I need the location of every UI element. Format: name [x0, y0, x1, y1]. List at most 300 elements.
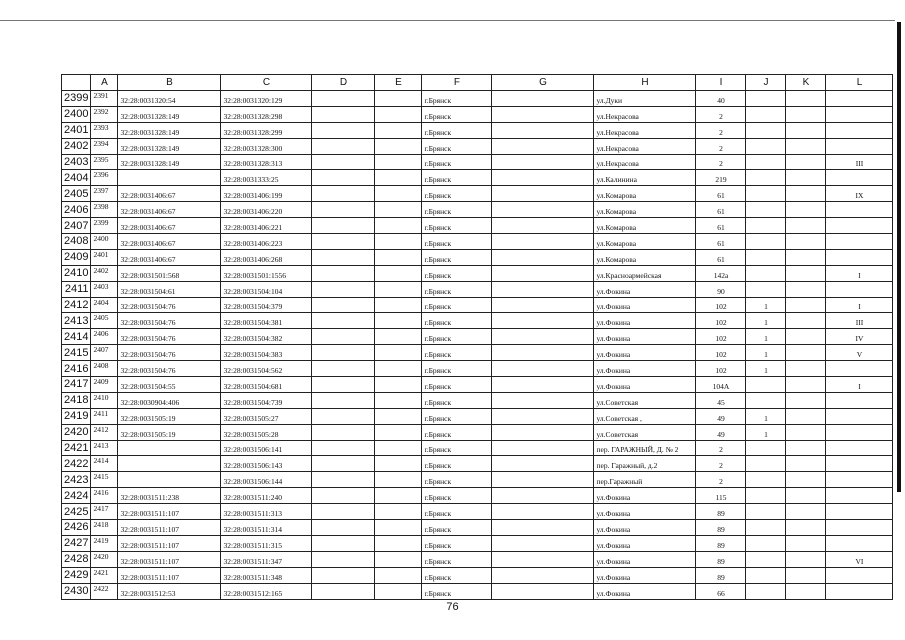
- cell-j: [746, 186, 786, 202]
- cell-k: [786, 122, 826, 138]
- cell-k: [786, 281, 826, 297]
- cell-g: [492, 361, 594, 377]
- cell-g: [492, 91, 594, 107]
- cell-i: 90: [696, 281, 746, 297]
- cell-c: 32:28:0031506:141: [221, 440, 312, 456]
- cell-i: 2: [696, 472, 746, 488]
- cell-h: пер. Гаражный, д.2: [594, 456, 696, 472]
- cell-d: [312, 535, 375, 551]
- cell-k: [786, 313, 826, 329]
- row-number: 2416: [62, 361, 91, 377]
- cell-i: 89: [696, 504, 746, 520]
- cell-a: 2410: [91, 392, 118, 408]
- cell-e: [375, 551, 422, 567]
- cell-l: [826, 218, 893, 234]
- cell-f: г.Брянск: [422, 329, 492, 345]
- cell-k: [786, 440, 826, 456]
- cell-f: г.Брянск: [422, 504, 492, 520]
- cell-i: 2: [696, 106, 746, 122]
- cell-k: [786, 567, 826, 583]
- cell-i: 2: [696, 440, 746, 456]
- cell-e: [375, 265, 422, 281]
- cell-d: [312, 122, 375, 138]
- row-number: 2418: [62, 392, 91, 408]
- column-header: F: [422, 75, 492, 91]
- cell-l: IV: [826, 329, 893, 345]
- cell-i: 40: [696, 91, 746, 107]
- cell-j: [746, 91, 786, 107]
- cell-i: 142а: [696, 265, 746, 281]
- cell-j: [746, 154, 786, 170]
- cell-a: 2404: [91, 297, 118, 313]
- cell-d: [312, 551, 375, 567]
- cell-i: 61: [696, 218, 746, 234]
- cell-a: 2392: [91, 106, 118, 122]
- spreadsheet-table: [61, 74, 893, 600]
- cell-b: 32:28:0031320:54: [118, 91, 221, 107]
- cell-b: 32:28:0031511:107: [118, 551, 221, 567]
- cell-b: 32:28:0030904:406: [118, 392, 221, 408]
- cell-k: [786, 504, 826, 520]
- cell-b: [118, 472, 221, 488]
- cell-g: [492, 106, 594, 122]
- cell-l: I: [826, 377, 893, 393]
- row-number: 2421: [62, 440, 91, 456]
- cell-a: 2413: [91, 440, 118, 456]
- cell-f: г.Брянск: [422, 567, 492, 583]
- cell-c: 32:28:0031511:240: [221, 488, 312, 504]
- cell-k: [786, 329, 826, 345]
- cell-j: [746, 583, 786, 599]
- cell-i: 2: [696, 122, 746, 138]
- row-number: 2427: [62, 535, 91, 551]
- cell-h: ул.Фокина: [594, 361, 696, 377]
- cell-f: г.Брянск: [422, 551, 492, 567]
- cell-i: 61: [696, 186, 746, 202]
- cell-f: г.Брянск: [422, 265, 492, 281]
- cell-b: [118, 170, 221, 186]
- cell-i: 102: [696, 297, 746, 313]
- cell-l: [826, 249, 893, 265]
- cell-h: ул.Комарова: [594, 234, 696, 250]
- cell-a: 2419: [91, 535, 118, 551]
- cell-f: г.Брянск: [422, 392, 492, 408]
- top-rule: [0, 20, 895, 21]
- cell-a: 2416: [91, 488, 118, 504]
- cell-k: [786, 345, 826, 361]
- cell-a: 2394: [91, 138, 118, 154]
- cell-f: г.Брянск: [422, 472, 492, 488]
- cell-k: [786, 520, 826, 536]
- cell-l: [826, 440, 893, 456]
- table-row: [62, 392, 893, 408]
- cell-a: 2421: [91, 567, 118, 583]
- cell-i: 49: [696, 408, 746, 424]
- cell-i: 61: [696, 234, 746, 250]
- cell-i: 89: [696, 520, 746, 536]
- cell-g: [492, 138, 594, 154]
- table-row: [62, 234, 893, 250]
- cell-k: [786, 408, 826, 424]
- cell-j: 1: [746, 345, 786, 361]
- table-row: [62, 408, 893, 424]
- cell-f: г.Брянск: [422, 361, 492, 377]
- cell-k: [786, 297, 826, 313]
- cell-j: [746, 440, 786, 456]
- cell-i: 102: [696, 345, 746, 361]
- cell-c: 32:28:0031328:313: [221, 154, 312, 170]
- cell-j: [746, 106, 786, 122]
- column-header-row: [62, 75, 893, 91]
- cell-c: 32:28:0031333:25: [221, 170, 312, 186]
- cell-c: 32:28:0031328:298: [221, 106, 312, 122]
- cell-c: 32:28:0031320:129: [221, 91, 312, 107]
- cell-b: 32:28:0031504:61: [118, 281, 221, 297]
- cell-c: 32:28:0031504:739: [221, 392, 312, 408]
- cell-h: ул.Некрасова: [594, 138, 696, 154]
- table-row: [62, 313, 893, 329]
- cell-l: [826, 583, 893, 599]
- cell-i: 102: [696, 329, 746, 345]
- cell-j: [746, 377, 786, 393]
- cell-a: 2405: [91, 313, 118, 329]
- cell-f: г.Брянск: [422, 297, 492, 313]
- cell-i: 89: [696, 535, 746, 551]
- row-number: 2414: [62, 329, 91, 345]
- cell-e: [375, 170, 422, 186]
- cell-k: [786, 202, 826, 218]
- cell-j: [746, 249, 786, 265]
- cell-e: [375, 504, 422, 520]
- cell-f: г.Брянск: [422, 377, 492, 393]
- cell-j: [746, 488, 786, 504]
- cell-l: III: [826, 154, 893, 170]
- cell-j: [746, 504, 786, 520]
- cell-b: 32:28:0031511:107: [118, 520, 221, 536]
- row-number: 2401: [62, 122, 91, 138]
- cell-i: 89: [696, 567, 746, 583]
- cell-d: [312, 392, 375, 408]
- cell-l: [826, 472, 893, 488]
- row-number: 2419: [62, 408, 91, 424]
- row-number: 2407: [62, 218, 91, 234]
- cell-f: г.Брянск: [422, 313, 492, 329]
- cell-j: [746, 535, 786, 551]
- cell-j: [746, 234, 786, 250]
- column-header: H: [594, 75, 696, 91]
- cell-c: 32:28:0031504:562: [221, 361, 312, 377]
- row-number: 2404: [62, 170, 91, 186]
- cell-l: [826, 361, 893, 377]
- cell-b: 32:28:0031504:76: [118, 361, 221, 377]
- cell-j: [746, 170, 786, 186]
- cell-e: [375, 345, 422, 361]
- row-number: 2417: [62, 377, 91, 393]
- cell-g: [492, 583, 594, 599]
- cell-d: [312, 329, 375, 345]
- table-row: [62, 186, 893, 202]
- cell-a: 2422: [91, 583, 118, 599]
- cell-g: [492, 424, 594, 440]
- cell-k: [786, 170, 826, 186]
- cell-d: [312, 408, 375, 424]
- cell-b: 32:28:0031504:55: [118, 377, 221, 393]
- cell-h: ул.Дуки: [594, 91, 696, 107]
- cell-e: [375, 488, 422, 504]
- cell-e: [375, 249, 422, 265]
- cell-g: [492, 265, 594, 281]
- cell-b: 32:28:0031406:67: [118, 218, 221, 234]
- cell-d: [312, 440, 375, 456]
- cell-l: I: [826, 297, 893, 313]
- cell-b: 32:28:0031511:238: [118, 488, 221, 504]
- table-row: [62, 249, 893, 265]
- cell-d: [312, 313, 375, 329]
- cell-k: [786, 583, 826, 599]
- cell-d: [312, 138, 375, 154]
- row-number: 2403: [62, 154, 91, 170]
- row-number: 2428: [62, 551, 91, 567]
- cell-c: 32:28:0031328:299: [221, 122, 312, 138]
- cell-k: [786, 361, 826, 377]
- cell-i: 102: [696, 361, 746, 377]
- cell-b: 32:28:0031504:76: [118, 297, 221, 313]
- cell-a: 2396: [91, 170, 118, 186]
- row-number: 2423: [62, 472, 91, 488]
- cell-f: г.Брянск: [422, 440, 492, 456]
- cell-f: г.Брянск: [422, 122, 492, 138]
- cell-b: 32:28:0031512:53: [118, 583, 221, 599]
- cell-h: ул.Фокина: [594, 551, 696, 567]
- cell-e: [375, 377, 422, 393]
- cell-g: [492, 535, 594, 551]
- cell-h: ул.Комарова: [594, 218, 696, 234]
- cell-g: [492, 472, 594, 488]
- cell-c: 32:28:0031511:348: [221, 567, 312, 583]
- cell-d: [312, 91, 375, 107]
- cell-a: 2420: [91, 551, 118, 567]
- cell-a: 2414: [91, 456, 118, 472]
- cell-b: 32:28:0031511:107: [118, 504, 221, 520]
- table-row: [62, 281, 893, 297]
- cell-b: 32:28:0031406:67: [118, 186, 221, 202]
- cell-k: [786, 234, 826, 250]
- column-header: K: [786, 75, 826, 91]
- cell-a: 2398: [91, 202, 118, 218]
- cell-l: [826, 392, 893, 408]
- cell-l: [826, 424, 893, 440]
- cell-l: [826, 122, 893, 138]
- table-row: [62, 297, 893, 313]
- cell-d: [312, 583, 375, 599]
- cell-e: [375, 106, 422, 122]
- cell-i: 219: [696, 170, 746, 186]
- cell-f: г.Брянск: [422, 424, 492, 440]
- cell-f: г.Брянск: [422, 249, 492, 265]
- cell-d: [312, 265, 375, 281]
- cell-d: [312, 504, 375, 520]
- cell-j: [746, 392, 786, 408]
- cell-e: [375, 281, 422, 297]
- cell-l: [826, 202, 893, 218]
- cell-e: [375, 392, 422, 408]
- cell-k: [786, 154, 826, 170]
- row-number: 2411: [62, 281, 91, 297]
- row-number: 2425: [62, 504, 91, 520]
- row-number: 2402: [62, 138, 91, 154]
- row-number: 2429: [62, 567, 91, 583]
- cell-d: [312, 202, 375, 218]
- cell-a: 2408: [91, 361, 118, 377]
- cell-d: [312, 424, 375, 440]
- cell-a: 2417: [91, 504, 118, 520]
- row-number: 2412: [62, 297, 91, 313]
- cell-j: [746, 520, 786, 536]
- cell-c: 32:28:0031406:199: [221, 186, 312, 202]
- cell-d: [312, 567, 375, 583]
- cell-e: [375, 472, 422, 488]
- cell-f: г.Брянск: [422, 583, 492, 599]
- cell-g: [492, 377, 594, 393]
- cell-h: ул.Комарова: [594, 249, 696, 265]
- cell-f: г.Брянск: [422, 91, 492, 107]
- cell-i: 49: [696, 424, 746, 440]
- cell-k: [786, 249, 826, 265]
- cell-d: [312, 170, 375, 186]
- column-header: E: [375, 75, 422, 91]
- cell-d: [312, 488, 375, 504]
- column-header: B: [118, 75, 221, 91]
- cell-e: [375, 329, 422, 345]
- table-row: [62, 329, 893, 345]
- cell-a: 2391: [91, 91, 118, 107]
- cell-f: г.Брянск: [422, 408, 492, 424]
- cell-b: 32:28:0031328:149: [118, 122, 221, 138]
- cell-d: [312, 234, 375, 250]
- column-header: J: [746, 75, 786, 91]
- cell-l: IX: [826, 186, 893, 202]
- column-header: A: [91, 75, 118, 91]
- cell-g: [492, 567, 594, 583]
- cell-c: 32:28:0031505:27: [221, 408, 312, 424]
- cell-a: 2401: [91, 249, 118, 265]
- cell-i: 2: [696, 154, 746, 170]
- table-row: [62, 218, 893, 234]
- cell-k: [786, 186, 826, 202]
- cell-c: 32:28:0031511:313: [221, 504, 312, 520]
- cell-j: [746, 551, 786, 567]
- column-header: C: [221, 75, 312, 91]
- cell-i: 104А: [696, 377, 746, 393]
- cell-b: 32:28:0031501:568: [118, 265, 221, 281]
- cell-e: [375, 408, 422, 424]
- cell-i: 61: [696, 249, 746, 265]
- cell-g: [492, 249, 594, 265]
- cell-h: ул.Комарова: [594, 186, 696, 202]
- cell-l: [826, 138, 893, 154]
- cell-c: 32:28:0031506:143: [221, 456, 312, 472]
- cell-h: ул.Фокина: [594, 535, 696, 551]
- table-row: [62, 535, 893, 551]
- cell-g: [492, 345, 594, 361]
- cell-g: [492, 297, 594, 313]
- cell-i: 2: [696, 456, 746, 472]
- table-row: [62, 488, 893, 504]
- cell-g: [492, 281, 594, 297]
- cell-f: г.Брянск: [422, 488, 492, 504]
- cell-k: [786, 424, 826, 440]
- table-row: [62, 154, 893, 170]
- cell-a: 2409: [91, 377, 118, 393]
- cell-b: 32:28:0031504:76: [118, 345, 221, 361]
- cell-g: [492, 520, 594, 536]
- cell-a: 2399: [91, 218, 118, 234]
- table-row: [62, 520, 893, 536]
- cell-l: [826, 456, 893, 472]
- cell-h: ул.Красноармейская: [594, 265, 696, 281]
- row-number: 2410: [62, 265, 91, 281]
- cell-g: [492, 154, 594, 170]
- cell-a: 2402: [91, 265, 118, 281]
- cell-h: ул.Некрасова: [594, 154, 696, 170]
- cell-f: г.Брянск: [422, 234, 492, 250]
- cell-k: [786, 535, 826, 551]
- cell-l: [826, 520, 893, 536]
- cell-d: [312, 281, 375, 297]
- cell-e: [375, 154, 422, 170]
- cell-e: [375, 122, 422, 138]
- row-number: 2415: [62, 345, 91, 361]
- cell-l: [826, 106, 893, 122]
- table-row: [62, 122, 893, 138]
- cell-i: 66: [696, 583, 746, 599]
- cell-e: [375, 234, 422, 250]
- cell-b: 32:28:0031406:67: [118, 234, 221, 250]
- cell-j: [746, 265, 786, 281]
- cell-d: [312, 218, 375, 234]
- row-number: 2399: [62, 91, 91, 107]
- cell-b: 32:28:0031328:149: [118, 154, 221, 170]
- cell-j: [746, 567, 786, 583]
- cell-i: 2: [696, 138, 746, 154]
- table-row: [62, 583, 893, 599]
- cell-c: 32:28:0031406:221: [221, 218, 312, 234]
- cell-d: [312, 520, 375, 536]
- cell-h: ул.Фокина: [594, 377, 696, 393]
- row-number: 2430: [62, 583, 91, 599]
- cell-a: 2393: [91, 122, 118, 138]
- row-number: 2405: [62, 186, 91, 202]
- cell-g: [492, 440, 594, 456]
- column-header: G: [492, 75, 594, 91]
- cell-j: 1: [746, 424, 786, 440]
- cell-c: 32:28:0031505:28: [221, 424, 312, 440]
- column-header: I: [696, 75, 746, 91]
- table-row: [62, 202, 893, 218]
- cell-i: 115: [696, 488, 746, 504]
- cell-b: 32:28:0031505:19: [118, 424, 221, 440]
- cell-b: 32:28:0031328:149: [118, 138, 221, 154]
- column-header: D: [312, 75, 375, 91]
- cell-a: 2415: [91, 472, 118, 488]
- cell-a: 2412: [91, 424, 118, 440]
- cell-h: ул.Комарова: [594, 202, 696, 218]
- cell-k: [786, 551, 826, 567]
- cell-j: [746, 281, 786, 297]
- cell-j: [746, 456, 786, 472]
- cell-f: г.Брянск: [422, 218, 492, 234]
- table-row: [62, 106, 893, 122]
